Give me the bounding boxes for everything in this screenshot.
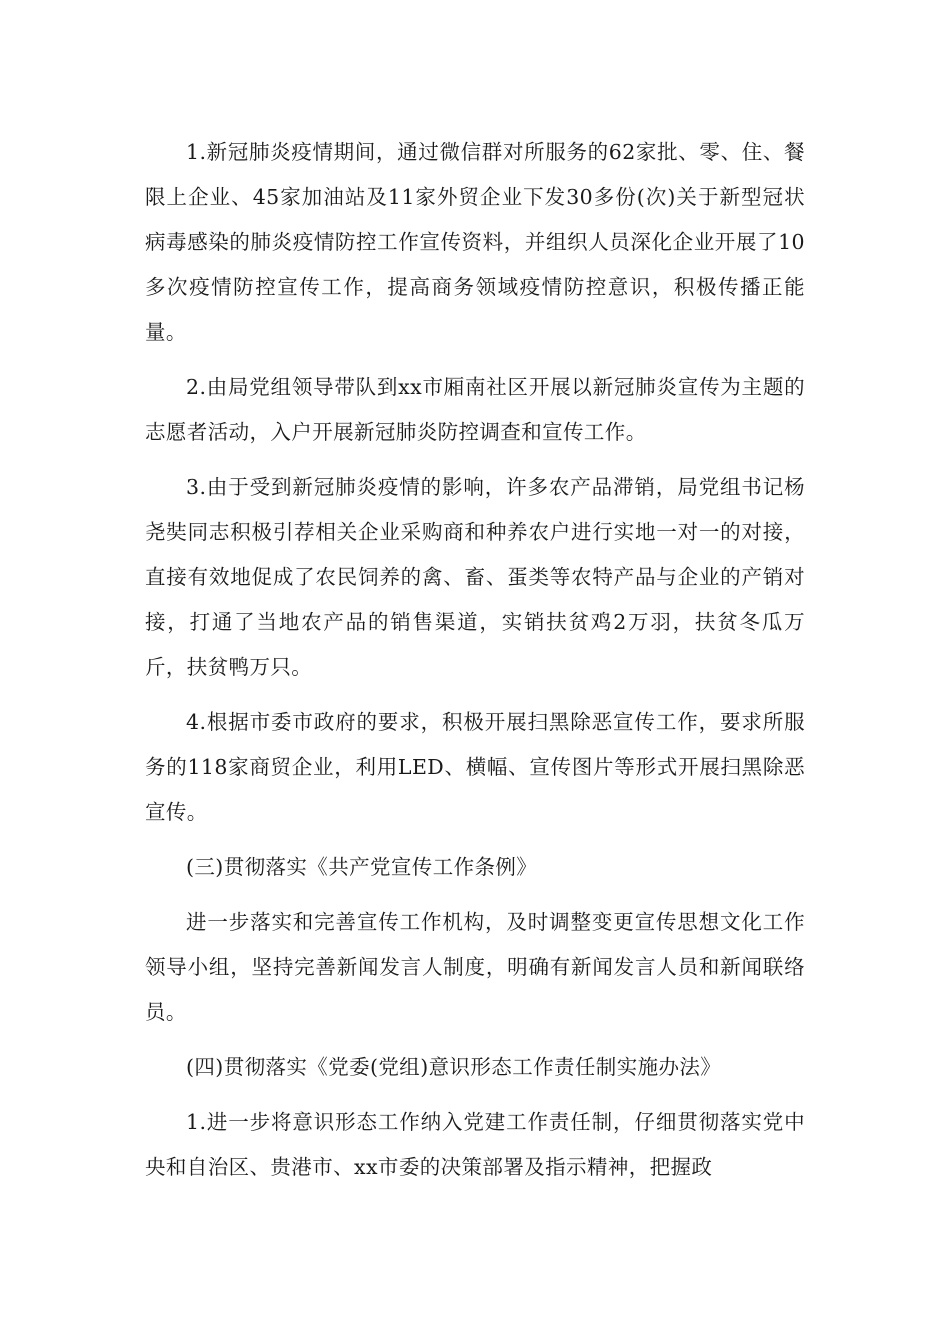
paragraph-volunteer-activity: 2.由局党组领导带队到xx市厢南社区开展以新冠肺炎宣传为主题的志愿者活动，入户开展新冠肺炎防控调查和宣传工作。: [145, 375, 805, 444]
paragraph-publicity-organization: 进一步落实和完善宣传工作机构，及时调整变更宣传思想文化工作领导小组，坚持完善新闻发言人制度，明确有新闻发言人员和新闻联络员。: [145, 910, 805, 1024]
section-heading-3: (三)贯彻落实《共产党宣传工作条例》: [186, 855, 538, 879]
paragraph-anti-crime-publicity: 4.根据市委市政府的要求，积极开展扫黑除恶宣传工作，要求所服务的118家商贸企业，利用LED、横幅、宣传图片等形式开展扫黑除恶宣传。: [145, 710, 805, 824]
paragraph-ideology-responsibility: 1.进一步将意识形态工作纳入党建工作责任制，仔细贯彻落实党中央和自治区、贵港市、xx市委的决策部署及指示精神，把握政: [145, 1110, 805, 1179]
document-body: [145, 130, 805, 1200]
section-heading-4: (四)贯彻落实《党委(党组)意识形态工作责任制实施办法》: [186, 1055, 722, 1079]
paragraph-farm-products: 3.由于受到新冠肺炎疫情的影响，许多农产品滞销，局党组书记杨尧奘同志积极引荐相关企业采购商和种养农户进行实地一对一的对接，直接有效地促成了农民饲养的禽、畜、蛋类等农特产品与企业的产销对接，打通了当地农产品的销售渠道，实销扶贫鸡2万羽，扶贫冬瓜万斤，扶贫鸭万只。: [145, 475, 805, 679]
paragraph-epidemic-wechat: 1.新冠肺炎疫情期间，通过微信群对所服务的62家批、零、住、餐限上企业、45家加油站及11家外贸企业下发30多份(次)关于新型冠状病毒感染的肺炎疫情防控工作宣传资料，并组织人员深化企业开展了10多次疫情防控宣传工作，提高商务领域疫情防控意识，积极传播正能量。: [145, 140, 805, 344]
